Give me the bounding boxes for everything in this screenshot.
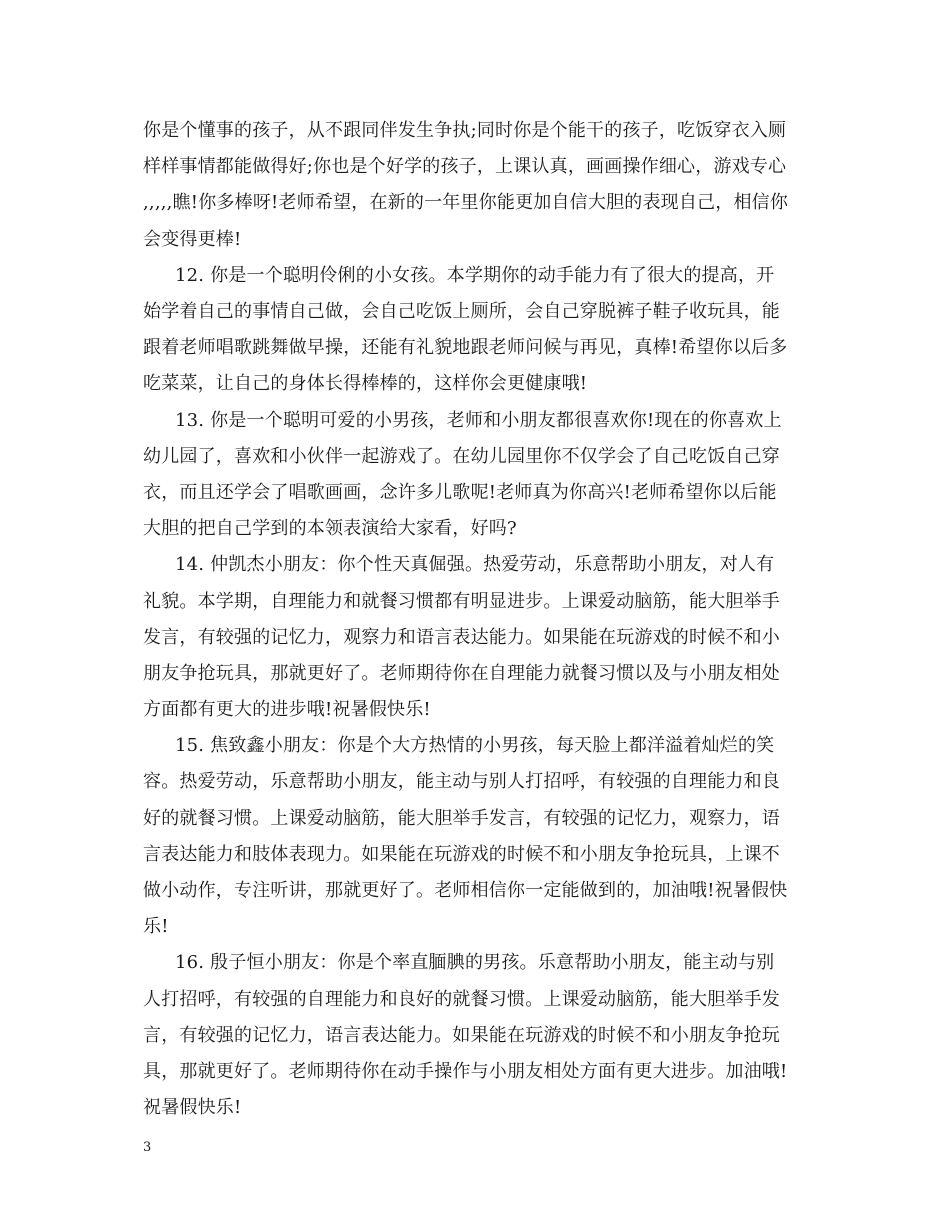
paragraph-14-start: 14. 仲凯杰小朋友：你个性天真倔强。热爱劳动，乐意帮助小朋友，对人有: [175, 554, 775, 575]
text-line: 具，那就更好了。老师期待你在动手操作与小朋友相处方面有更大进步。加油哦!: [143, 1061, 788, 1082]
text-line: 吃菜菜，让自己的身体长得棒棒的，这样你会更健康哦!: [143, 373, 588, 394]
text-line: 做小动作，专注听讲，那就更好了。老师相信你一定能做到的，加油哦!祝暑假快: [143, 880, 788, 901]
text-line: 容。热爱劳动，乐意帮助小朋友，能主动与别人打招呼，有较强的自理能力和良: [143, 771, 780, 792]
text-line: 样样事情都能做得好;你也是个好学的孩子，上课认真，画画操作细心，游戏专心: [143, 156, 787, 177]
paragraph-16-start: 16. 殷子恒小朋友：你是个率直腼腆的男孩。乐意帮助小朋友，能主动与别: [175, 952, 775, 973]
text-line: 发言，有较强的记忆力，观察力和语言表达能力。如果能在玩游戏的时候不和小: [143, 627, 780, 648]
text-line: 乐!: [143, 916, 169, 937]
paragraph-13-start: 13. 你是一个聪明可爱的小男孩，老师和小朋友都很喜欢你!现在的你喜欢上: [175, 410, 782, 431]
text-line: 方面都有更大的进步哦!祝暑假快乐!: [143, 699, 431, 720]
text-line: 祝暑假快乐!: [143, 1097, 242, 1118]
text-line: 大胆的把自己学到的本领表演给大家看，好吗?: [143, 518, 517, 539]
text-line: 礼貌。本学期，自理能力和就餐习惯都有明显进步。上课爱动脑筋，能大胆举手: [143, 591, 780, 612]
text-line: 朋友争抢玩具，那就更好了。老师期待你在自理能力就餐习惯以及与小朋友相处: [143, 663, 780, 684]
text-line: 你是个懂事的孩子，从不跟同伴发生争执;同时你是个能干的孩子，吃饭穿衣入厕: [143, 120, 787, 141]
text-line: 始学着自己的事情自己做，会自己吃饭上厕所，会自己穿脱裤子鞋子收玩具，能: [143, 301, 780, 322]
text-line: 好的就餐习惯。上课爱动脑筋，能大胆举手发言，有较强的记忆力，观察力，语: [143, 808, 780, 829]
text-line: 幼儿园了，喜欢和小伙伴一起游戏了。在幼儿园里你不仅学会了自己吃饭自己穿: [143, 446, 780, 467]
text-line: 言，有较强的记忆力，语言表达能力。如果能在玩游戏的时候不和小朋友争抢玩: [143, 1025, 780, 1046]
text-line: 跟着老师唱歌跳舞做早操，还能有礼貌地跟老师问候与再见，真棒!希望你以后多: [143, 337, 788, 358]
text-line: 人打招呼，有较强的自理能力和良好的就餐习惯。上课爱动脑筋，能大胆举手发: [143, 989, 780, 1010]
paragraph-12-start: 12. 你是一个聪明伶俐的小女孩。本学期你的动手能力有了很大的提高，开: [175, 265, 775, 286]
text-line: 衣，而且还学会了唱歌画画，念许多儿歌呢!老师真为你高兴!老师希望你以后能: [143, 482, 777, 503]
text-line: 言表达能力和肢体表现力。如果能在玩游戏的时候不和小朋友争抢玩具，上课不: [143, 844, 780, 865]
paragraph-15-start: 15. 焦致鑫小朋友：你是个大方热情的小男孩，每天脸上都洋溢着灿烂的笑: [175, 735, 775, 756]
text-line: ,,,,,瞧!你多棒呀!老师希望，在新的一年里你能更加自信大胆的表现自己，相信你: [143, 192, 789, 213]
text-line: 会变得更棒!: [143, 229, 242, 250]
page-number: 3: [143, 1140, 152, 1155]
